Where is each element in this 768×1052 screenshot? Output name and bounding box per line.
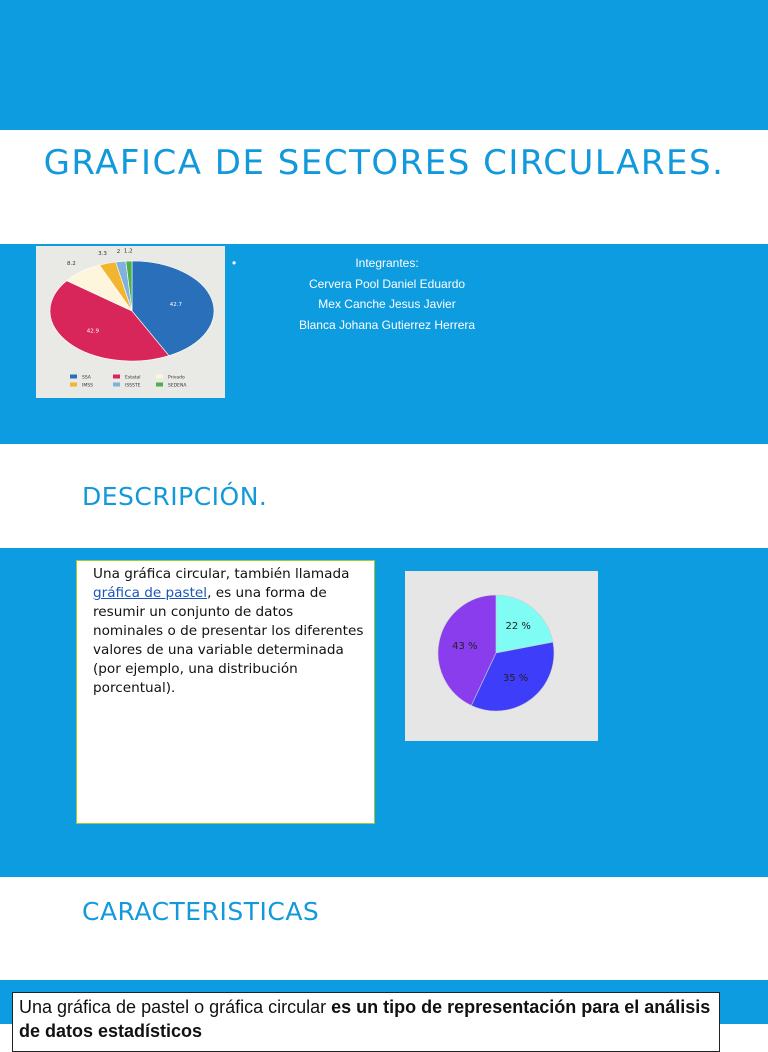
pie1-slice-label: 8.2	[66, 261, 76, 268]
pie1-slice-label: 42.7	[169, 302, 183, 309]
pie1-legend	[70, 375, 187, 389]
characteristics-box	[12, 992, 720, 1052]
pie1-slices	[50, 261, 214, 361]
member-name: Mex Canche Jesus Javier	[318, 297, 456, 311]
pie1-legend-label: SEDENA	[168, 383, 187, 389]
pie1-legend-label: ISSSTE	[125, 383, 141, 389]
pie1-legend-label: SSA	[82, 375, 91, 381]
member-name: Blanca Johana Gutierrez Herrera	[298, 317, 476, 332]
pie-chart-1	[36, 246, 225, 398]
characteristics-heading: CARACTERISTICAS	[82, 897, 320, 926]
characteristics-text: Una gráfica de pastel o gráfica circular	[19, 997, 332, 1017]
pie2-slice-label: 35 %	[502, 673, 529, 685]
pie1-slice-label: 1.2	[123, 248, 133, 255]
description-box	[76, 560, 375, 824]
top-band	[0, 0, 768, 130]
pie1-legend-label: IMSS	[82, 383, 93, 389]
members-bullet: •	[232, 256, 237, 270]
pie1-slice-label: 3.3	[98, 251, 107, 258]
pie1-slice-label: 42.9	[86, 328, 100, 335]
pie1-legend-label: Estatal	[125, 375, 141, 381]
pie1-legend-swatch	[156, 375, 163, 379]
pie-chart-2	[405, 571, 598, 741]
pie2-slices	[438, 595, 554, 711]
pie2-slice-label: 22 %	[505, 621, 531, 633]
members-heading: Integrantes:	[355, 256, 419, 270]
description-text-end: , es una forma de resumir un conjunto de datos nominales o de presentar los diferentes valores de una variable determinada (por ejemplo, una distribución porcentual).	[93, 585, 364, 696]
members-list	[232, 253, 552, 335]
pie-chart-link[interactable]: gráfica de pastel	[93, 585, 208, 601]
pie1-legend-swatch	[113, 375, 120, 379]
description-heading: DESCRIPCIÓN.	[82, 482, 268, 511]
member-name: Cervera Pool Daniel Eduardo	[308, 276, 466, 291]
pie1-legend-swatch	[113, 383, 120, 387]
pie1-legend-swatch	[70, 375, 77, 379]
pie1-legend-swatch	[70, 383, 77, 387]
characteristics-bold-text: es un tipo de representación para el análisis de datos estadísticos	[19, 997, 711, 1041]
pie1-legend-swatch	[156, 383, 163, 387]
pie2-slice-label: 43 %	[452, 641, 478, 653]
pie1-slice-label: 2	[116, 249, 121, 256]
pie1-legend-label: Privado	[168, 375, 185, 381]
slide-title: GRAFICA DE SECTORES CIRCULARES.	[43, 143, 725, 183]
description-text-start: Una gráfica circular, también llamada	[93, 566, 350, 582]
